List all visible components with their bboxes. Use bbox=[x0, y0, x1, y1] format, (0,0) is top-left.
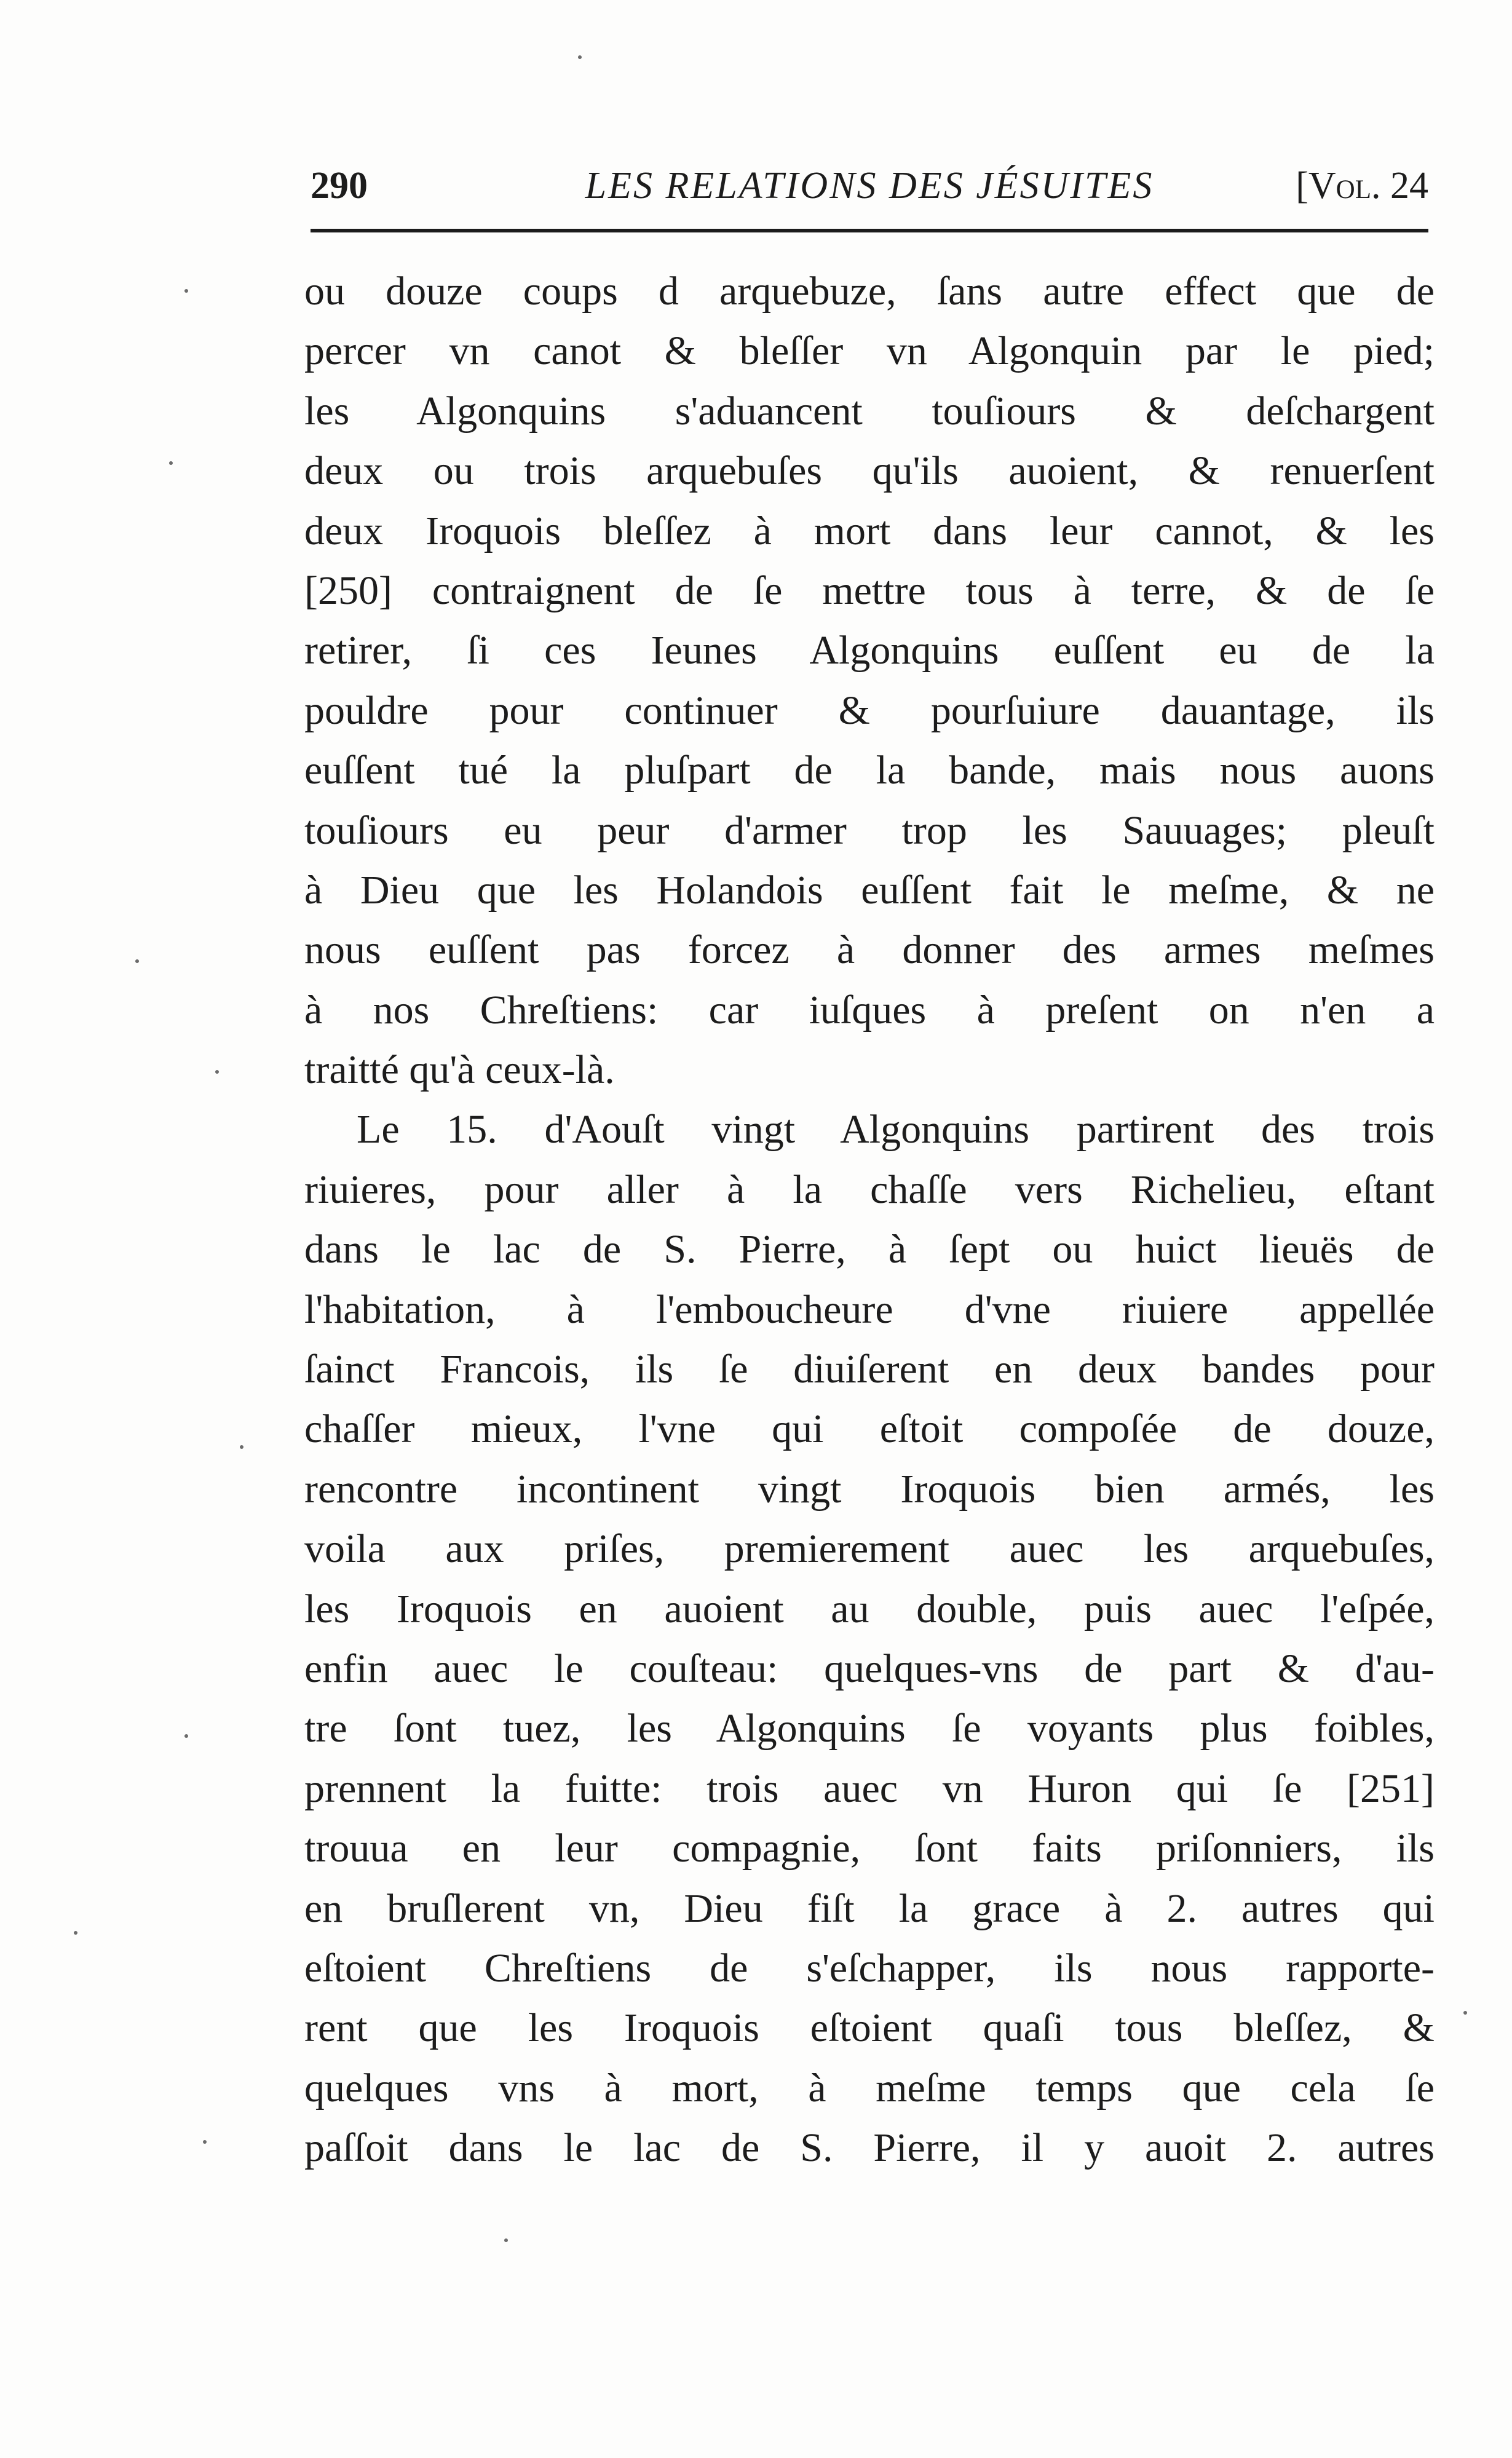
volume-label: [Vol. 24 bbox=[1296, 165, 1428, 207]
text-line: paſſoit dans le lac de S. Pierre, il y auoit 2. autres bbox=[304, 2125, 1435, 2171]
text-line: [250] contraignent de ſe mettre tous à terre, & de ſe bbox=[304, 568, 1435, 613]
paragraph-end-line: traitté qu'à ceux-là. bbox=[304, 1047, 615, 1093]
scan-speck bbox=[203, 2140, 207, 2144]
text-line: ſainct Francois, ils ſe diuiſerent en deux bandes pour bbox=[304, 1347, 1435, 1392]
scan-speck bbox=[184, 1734, 188, 1738]
scan-speck bbox=[240, 1445, 243, 1449]
scan-speck bbox=[135, 959, 139, 963]
page-number: 290 bbox=[311, 165, 368, 207]
text-line: rencontre incontinent vingt Iroquois bien armés, les bbox=[304, 1466, 1435, 1512]
text-line: enfin auec le couſteau: quelques-vns de part & d'au- bbox=[304, 1646, 1435, 1691]
text-line: riuieres, pour aller à la chaſſe vers Richelieu, eſtant bbox=[304, 1167, 1435, 1212]
text-line: à Dieu que les Holandois euſſent fait le meſme, & ne bbox=[304, 867, 1435, 913]
text-line: nous euſſent pas forcez à donner des armes meſmes bbox=[304, 927, 1435, 973]
text-line: à nos Chreſtiens: car iuſques à preſent on n'en a bbox=[304, 987, 1435, 1033]
text-line: eſtoient Chreſtiens de s'eſchapper, ils nous rapporte- bbox=[304, 1945, 1435, 1991]
text-line: voila aux priſes, premierement auec les arquebuſes, bbox=[304, 1526, 1435, 1572]
text-line: quelques vns à mort, à meſme temps que cela ſe bbox=[304, 2065, 1435, 2111]
text-line: deux Iroquois bleſſez à mort dans leur cannot, & les bbox=[304, 508, 1435, 553]
text-line: trouua en leur compagnie, ſont faits priſonniers, ils bbox=[304, 1826, 1435, 1871]
text-line: tre ſont tuez, les Algonquins ſe voyants plus foibles, bbox=[304, 1706, 1435, 1751]
scan-speck bbox=[504, 2238, 508, 2242]
text-line: retirer, ſi ces Ieunes Algonquins euſſent eu de la bbox=[304, 628, 1435, 673]
text-line: chaſſer mieux, l'vne qui eſtoit compoſée de douze, bbox=[304, 1406, 1435, 1452]
scan-speck bbox=[169, 461, 173, 465]
scan-speck bbox=[1463, 2011, 1467, 2015]
header-rule bbox=[311, 229, 1428, 232]
scan-speck bbox=[184, 289, 188, 293]
scan-speck bbox=[578, 55, 582, 59]
text-line: pouldre pour continuer & pourſuiure dauantage, ils bbox=[304, 688, 1435, 733]
text-line: l'habitation, à l'embouchеure d'vne riuiere appellée bbox=[304, 1286, 1435, 1332]
body-text bbox=[304, 261, 1435, 2178]
scan-speck bbox=[74, 1931, 77, 1935]
text-line: deux ou trois arquebuſes qu'ils auoient, & renuerſent bbox=[304, 448, 1435, 494]
paragraph-start-line: Le 15. d'Aouſt vingt Algonquins partirent des trois bbox=[357, 1107, 1435, 1152]
text-line: ou douze coups d arquebuze, ſans autre effect que de bbox=[304, 269, 1435, 314]
text-line: dans le lac de S. Pierre, à ſept ou huict lieuës de bbox=[304, 1227, 1435, 1272]
scan-speck bbox=[215, 1070, 219, 1074]
text-line: en bruſlerent vn, Dieu fiſt la grace à 2. autres qui bbox=[304, 1885, 1435, 1931]
text-line: percer vn canot & bleſſer vn Algonquin par le pied; bbox=[304, 328, 1435, 374]
text-line: les Iroquois en auoient au double, puis auec l'eſpée, bbox=[304, 1586, 1435, 1631]
text-line: prennent la fuitte: trois auec vn Huron qui ſe [251] bbox=[304, 1766, 1435, 1811]
text-line: euſſent tué la pluſpart de la bande, mais nous auons bbox=[304, 748, 1435, 793]
text-line: touſiours eu peur d'armer trop les Sauuages; pleuſt bbox=[304, 807, 1435, 853]
running-title: LES RELATIONS DES JÉSUITES bbox=[585, 165, 1154, 207]
text-line: les Algonquins s'aduancent touſiours & deſchargent bbox=[304, 388, 1435, 434]
page-header bbox=[311, 161, 1428, 210]
text-line: rent que les Iroquois eſtoient quaſi tous bleſſez, & bbox=[304, 2005, 1435, 2051]
